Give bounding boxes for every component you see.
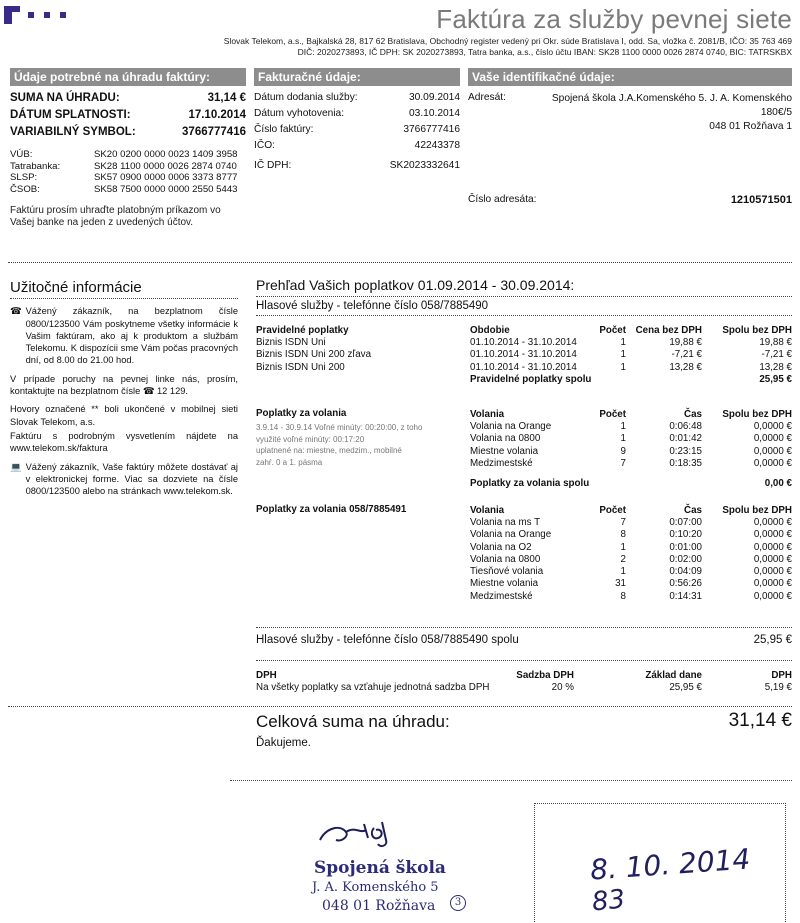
address-label: Adresát: — [468, 92, 506, 103]
table-row: Volania na 0800 2 0:02:00 0,0000 € — [470, 553, 792, 565]
calls-table — [470, 504, 792, 602]
table-row: Volania na 0800 1 0:01:42 0,0000 € — [470, 433, 792, 445]
bank-account-row: VÚB: SK20 0200 0000 0023 1409 3958 — [10, 149, 238, 160]
payment-row: VARIABILNÝ SYMBOL: 3766777416 — [10, 126, 246, 138]
customer-heading: Vaše identifikačné údaje: — [468, 68, 792, 86]
document-title: Faktúra za služby pevnej siete — [436, 4, 792, 34]
phone-icon: ☎ — [10, 306, 22, 317]
calls-table — [470, 408, 792, 490]
overview-subtitle: Hlasové služby - telefónne číslo 058/7885490 — [256, 300, 489, 312]
handwritten-note: 83 — [590, 884, 627, 918]
table-row: Volania na Orange 1 0:06:48 0,0000 € — [470, 420, 792, 432]
table-row: Biznis ISDN Uni 01.10.2014 - 31.10.2014 1 19,88 € 19,88 € — [256, 336, 792, 348]
invoice-row: Číslo faktúry: 3766777416 — [254, 124, 460, 135]
subtotal-label: Hlasové služby - telefónne číslo 058/7885490 spolu — [256, 634, 519, 646]
calls-label: Poplatky za volania 058/7885491 — [256, 504, 407, 515]
table-header: Pravidelné poplatky Obdobie Počet Cena bez DPH Spolu bez DPH — [256, 324, 792, 336]
total-label: Celková suma na úhradu: — [256, 712, 450, 731]
payment-row: DÁTUM SPLATNOSTI: 17.10.2014 — [10, 109, 246, 121]
overview-section — [256, 277, 792, 316]
info-paragraph: V prípade poruchy na pevnej linke nás, prosím, kontaktujte na bezplatnom čísle ☎ 12 129. — [10, 373, 238, 397]
table-sum-row: Pravidelné poplatky spolu 25,95 € — [470, 373, 792, 385]
table-row: Miestne volania 9 0:23:15 0,0000 € — [470, 445, 792, 457]
thanks-text: Ďakujeme. — [256, 737, 311, 749]
address-line: 048 01 Rožňava 1 — [709, 121, 792, 132]
table-row: Biznis ISDN Uni 200 01.10.2014 - 31.10.2014 1 13,28 € 13,28 € — [256, 361, 792, 373]
calls-label: Poplatky za volania — [256, 408, 347, 419]
stamp-line2: J. A. Komenského 5 — [312, 880, 439, 895]
bank-account-row: SLSP: SK57 0900 0000 0006 3373 8777 — [10, 172, 238, 183]
address-block — [552, 92, 792, 134]
info-paragraph: Vážený zákazník, na bezplatnom čísle 0800/123500 Vám poskytneme všetky informácie k Vašim faktúram, ako aj k produktom a službám Telekomu. K dispozícii sme Vám počas pracovných dní, od 8.00 do 21.00 hod. — [25, 306, 238, 366]
invoice-row: Dátum vyhotovenia: 03.10.2014 — [254, 108, 460, 119]
divider — [256, 660, 792, 661]
table-header: Volania Počet Čas Spolu bez DPH — [470, 408, 792, 420]
laptop-icon: 💻 — [10, 461, 22, 472]
company-info-line1: Slovak Telekom, a.s., Bajkalská 28, 817 62 Bratislava, Obchodný register vedený pri Okr. súde Bratislava I, odd. Sa, vložka č. 2081/B, IČO: 35 763 469 — [223, 36, 792, 46]
invoice-row: IČO: 42243378 — [254, 140, 460, 151]
customer-number: 1210571501 — [730, 194, 792, 206]
table-row: Medzimestské 7 0:18:35 0,0000 € — [470, 457, 792, 469]
table-row: Volania na ms T 7 0:07:00 0,0000 € — [470, 516, 792, 528]
telekom-logo — [4, 6, 74, 24]
table-row: Volania na O2 1 0:01:00 0,0000 € — [470, 541, 792, 553]
company-info-line2: DIČ: 2020273893, IČ DPH: SK 2020273893, Tatra banka, a.s., číslo účtu IBAN: SK28 1100 0000 0026 2874 0740, BIC: TATRSKBX — [297, 47, 792, 57]
divider — [8, 706, 792, 707]
info-paragraph: Vážený zákazník, Vaše faktúry môžete dostávať aj v elektronickej forme. Viac sa dozviete na čísle 0800/123500 alebo na stránkach www.telekom.sk. — [25, 461, 238, 497]
handwritten-date: 8. 10. 2014 — [589, 842, 752, 887]
info-paragraph: Hovory označené ** boli ukončené v mobilnej sieti Slovak Telekom, a.s. — [10, 404, 238, 427]
stamp-line3: 048 01 Rožňava — [322, 898, 436, 914]
payment-heading: Údaje potrebné na úhradu faktúry: — [10, 68, 246, 86]
divider — [256, 627, 792, 628]
customer-number-label: Číslo adresáta: — [468, 194, 537, 205]
payment-note: Faktúru prosím uhraďte platobným príkazom vo Vašej banke na jeden z uvedených účtov. — [10, 205, 221, 228]
table-header: Volania Počet Čas Spolu bez DPH — [470, 504, 792, 516]
vat-table — [256, 669, 792, 694]
info-section — [10, 279, 238, 497]
total-value: 31,14 € — [728, 710, 792, 731]
invoice-row: Dátum dodania služby: 30.09.2014 — [254, 92, 460, 103]
info-heading: Užitočné informácie — [10, 279, 142, 296]
regular-fees-table — [256, 324, 792, 385]
free-minutes-note: 3.9.14 - 30.9.14 Voľné minúty: 00:20:00, z toho využité voľné minúty: 00:17:20 uplatnené na: miestne, medzim., mobilné zahŕ. 0 a 1. pásma — [256, 423, 423, 468]
table-sum-row: Poplatky za volania spolu 0,00 € — [470, 478, 792, 490]
stamp-line1: Spojená škola — [314, 858, 446, 878]
invoice-heading: Fakturačné údaje: — [254, 68, 460, 86]
table-row: Miestne volania 31 0:56:26 0,0000 € — [470, 578, 792, 590]
bank-account-row: ČSOB: SK58 7500 0000 0000 2550 5443 — [10, 183, 238, 195]
info-paragraph: Faktúru s podrobným vysvetlením nájdete na www.telekom.sk/faktura — [10, 430, 238, 454]
stamp-number: 3 — [450, 895, 466, 911]
table-row: Volania na Orange 8 0:10:20 0,0000 € — [470, 529, 792, 541]
divider — [8, 262, 792, 263]
table-row: Biznis ISDN Uni 200 zľava 01.10.2014 - 31.10.2014 1 -7,21 € -7,21 € — [256, 349, 792, 361]
table-header: DPH Sadzba DPH Základ dane DPH — [256, 669, 792, 681]
invoice-row: IČ DPH: SK2023332641 — [254, 160, 460, 171]
payment-section — [10, 68, 246, 229]
divider — [230, 780, 792, 781]
bank-account-row: Tatrabanka: SK28 1100 0000 0026 2874 0740 — [10, 160, 237, 172]
address-line: Spojená škola J.A.Komenského 5. J. A. Komenského — [551, 93, 792, 104]
signature — [316, 818, 410, 852]
overview-title: Prehľad Vašich poplatkov 01.09.2014 - 30.09.2014: — [256, 277, 575, 293]
customer-section — [468, 68, 792, 206]
table-row: Medzimestské 8 0:14:31 0,0000 € — [470, 590, 792, 602]
invoice-section — [254, 68, 460, 176]
address-line: 180€/5 — [760, 107, 792, 118]
table-row: Na všetky poplatky sa vzťahuje jednotná sadzba DPH 20 % 25,95 € 5,19 € — [256, 681, 792, 693]
subtotal-value: 25,95 € — [753, 634, 792, 646]
table-row: Tiesňové volania 1 0:04:09 0,0000 € — [470, 566, 792, 578]
payment-row: SUMA NA ÚHRADU: 31,14 € — [10, 92, 246, 104]
